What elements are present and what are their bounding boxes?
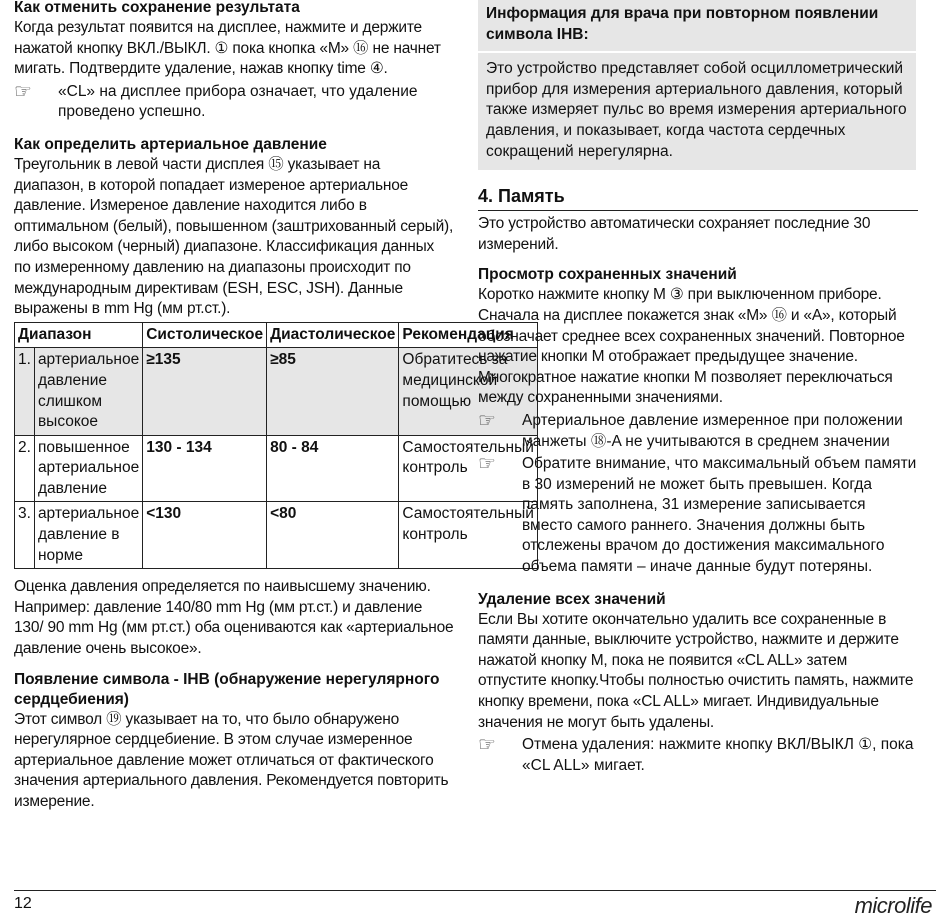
cancel-delete-note [478,735,918,776]
bp-classify-text: Треугольник в левой части дисплея ⑮ указывает на диапазон, в которой попадает измереное артериальное давление. Измереное давление находится либо в оптимальном (белый), повышенном (заштрихованный серый), либо высоком (черный) диапазоне. Классификация данных по измеренному давлению на диапазоны происходит по международным директивам (ESH, ESC, JSH). Данные выражены в mm Hg (мм рт.ст.). [14,155,454,318]
footer-divider [14,890,936,891]
row-range: артериальное давление в норме [34,502,142,569]
row-number: 3. [15,502,35,569]
pointing-hand-icon: ☞ [478,409,496,432]
row-recommendation: Самостоятельный контроль [399,502,537,569]
header-recommendation: Рекомендация [399,322,537,348]
page-number: 12 [14,895,32,912]
row-recommendation: Самостоятельный контроль [399,435,537,502]
pointing-hand-icon: ☞ [478,734,496,757]
cuff-note-text: Артериальное давление измеренное при положении манжеты ⑱-A не учитываются в среднем значении [522,411,903,450]
highest-value-text: Оценка давления определяется по наивысшему значению. Например: давление 140/80 mm Hg (мм рт.ст.) и давление 130/ 90 mm Hg (мм рт.ст.) оба оцениваются как «артериальное давление очень высокое». [14,578,454,658]
doctor-info-title: Информация для врача при повторном появлении символа IHB: [478,0,916,53]
cuff-note [478,411,918,452]
pointing-hand-icon: ☞ [478,453,496,476]
right-column [478,0,918,778]
memory-section-title: 4. Память [478,184,918,211]
row-number: 1. [15,348,35,435]
memory-intro-text: Это устройство автоматически сохраняет последние 30 измерений. [478,215,871,253]
header-systolic: Систолическое [143,322,267,348]
row-range: повышенное артериальное давление [34,435,142,502]
cancel-delete-text: Отмена удаления: нажмите кнопку ВКЛ/ВЫКЛ ①, пока «CL ALL» мигает. [522,736,914,774]
delete-all-heading: Удаление всех значений [478,590,666,608]
row-systolic: ≥135 [143,348,267,435]
ihb-heading: Появление символа - IHB (обнаружение нерегулярного сердцебиения) [14,670,440,708]
table-row [15,348,538,435]
bp-range-table [14,322,538,570]
delete-all-text: Если Вы хотите окончательно удалить все сохраненные в памяти данные, выключите устройство, нажмите и держите нажатой кнопку M, пока не появится «CL ALL» затем отпустите кнопку.Чтобы полностью очистить память, нажмите кнопку времени, пока «CL ALL» мигает. Индивидуальные значения не могут быть удалены. [478,610,914,731]
row-range: артериальное давление слишком высокое [34,348,142,435]
row-diastolic: 80 - 84 [267,435,399,502]
view-values-text: Коротко нажмите кнопку M ③ при выключенном приборе. Сначала на дисплее покажется знак «M» ⑯ и «A», который обозначает среднее всех сохраненных значений. Повторное нажатие кнопки M отображает предыдущее значение. Многократное нажатие кнопки M позволяет переключаться между сохраненными значениями. [478,286,905,407]
doctor-info-box [478,0,916,170]
pointing-hand-icon: ☞ [14,80,32,103]
row-number: 2. [15,435,35,502]
ihb-text: Этот символ ⑲ указывает на то, что было обнаружено нерегулярное сердцебиение. В этом случае измеренное артериальное давление может отличаться от фактического значения артериального давления. Рекомендуется повторить измерение. [14,710,449,810]
row-recommendation: Обратитесь за медицинской помощью [399,348,537,435]
header-range: Диапазон [15,322,143,348]
row-systolic: <130 [143,502,267,569]
row-diastolic: <80 [267,502,399,569]
row-diastolic: ≥85 [267,348,399,435]
table-row [15,435,538,502]
cl-note [14,82,454,123]
table-row [15,502,538,569]
memory-capacity-text: Обратите внимание, что максимальный объем памяти в 30 измерений не может быть превышен. Когда память заполнена, 31 измерение записывается вместо самого раннего. Значения должны быть отслежены врачом до достижения максимального объема памяти – иначе данные будут потеряны. [522,455,917,576]
memory-capacity-note [478,454,918,578]
bp-classify-heading: Как определить артериальное давление [14,135,327,153]
view-values-heading: Просмотр сохраненных значений [478,266,737,284]
cancel-save-text: Когда результат появится на дисплее, нажмите и держите нажатой кнопку ВКЛ./ВЫКЛ. ① пока кнопка «M» ⑯ не начнет мигать. Подтвердите удаление, нажав кнопку time ④. [14,19,441,78]
doctor-info-text: Это устройство представляет собой осциллометрический прибор для измерения артериального давления, который также измеряет пульс во время измерения артериального давления, и показывает, когда частота сердечных сокращений нерегулярна. [486,60,907,160]
header-diastolic: Диастолическое [267,322,399,348]
cancel-save-heading: Как отменить сохранение результата [14,0,300,16]
brand-logo: microlife [854,893,932,918]
table-header-row [15,322,538,348]
cl-note-text: «CL» на дисплее прибора означает, что удаление проведено успешно. [58,82,418,121]
row-systolic: 130 - 134 [143,435,267,502]
